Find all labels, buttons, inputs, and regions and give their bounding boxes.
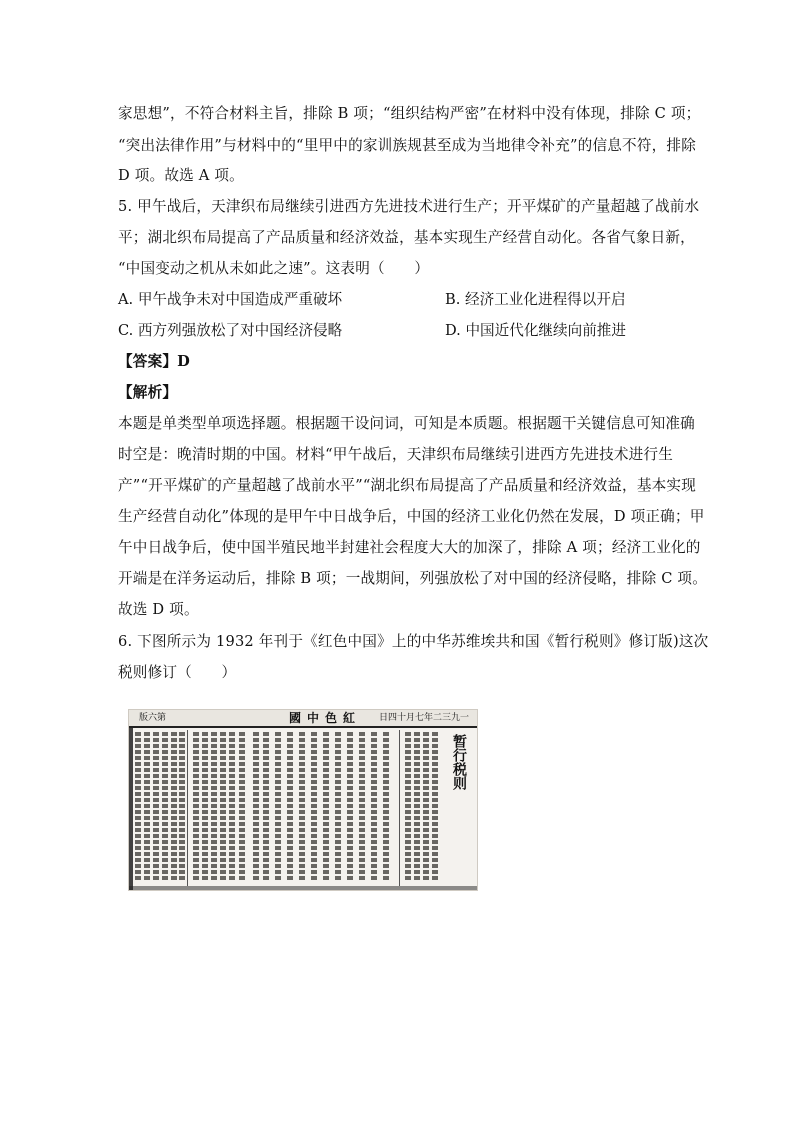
question-5-stem: 5. 甲午战后，天津织布局继续引进西方先进技术进行生产；开平煤矿的产量超越了战前水 (118, 198, 700, 215)
text-column (239, 732, 245, 882)
analysis-line: 故选 D 项。 (118, 601, 199, 618)
option-b: B. 经济工业化进程得以开启 (445, 291, 626, 308)
text-column (335, 732, 341, 882)
text-column (383, 732, 389, 882)
text-column (414, 732, 420, 882)
text-column (432, 732, 438, 882)
text-line: “突出法律作用”与材料中的“里甲中的家训族规甚至成为当地律令补充”的信息不符，排除 (118, 137, 697, 154)
option-d: D. 中国近代化继续向前推进 (445, 322, 626, 339)
text-line: D 项。故选 A 项。 (118, 167, 244, 184)
text-column (179, 732, 185, 882)
newspaper-masthead (129, 710, 477, 728)
text-column (193, 732, 199, 882)
analysis-line: 时空是：晚清时期的中国。材料“甲午战后，天津织布局继续引进西方先进技术进行生 (118, 446, 674, 463)
analysis-line: 生产经营自动化”体现的是甲午中日战争后，中国的经济工业化仍然在发展，D 项正确；甲 (118, 508, 705, 525)
question-5-stem: 平；湖北织布局提高了产品质量和经济效益，基本实现生产经营自动化。各省气象日新， (118, 229, 695, 246)
text-column (171, 732, 177, 882)
question-6-stem: 税则修订（ ） (118, 664, 237, 681)
text-column (311, 732, 317, 882)
text-column (323, 732, 329, 882)
text-column (371, 732, 377, 882)
option-a: A. 甲午战争未对中国造成严重破坏 (118, 291, 343, 308)
question-5-stem: “中国变动之机从未如此之速”。这表明（ ） (118, 260, 430, 277)
question-6-stem: 6. 下图所示为 1932 年刊于《红色中国》上的中华苏维埃共和国《暂行税则》修订版)这次 (118, 633, 709, 650)
scan-edge (129, 728, 133, 890)
text-column (263, 732, 269, 882)
text-column (153, 732, 159, 882)
column-rule (187, 730, 188, 886)
newspaper-image (128, 709, 478, 891)
text-column (144, 732, 150, 882)
text-column (405, 732, 411, 882)
article-title: 暂行税则 (451, 734, 467, 790)
text-column (162, 732, 168, 882)
newspaper-date: 日四十月七年二三九一 (378, 713, 469, 723)
option-c: C. 西方列强放松了对中国经济侵略 (118, 322, 343, 339)
text-column (347, 732, 353, 882)
scan-edge (129, 886, 477, 890)
text-column (220, 732, 226, 882)
text-column (135, 732, 141, 882)
text-column (299, 732, 305, 882)
analysis-title: 【解析】 (118, 384, 178, 401)
text-column (229, 732, 235, 882)
text-column (253, 732, 259, 882)
column-rule (399, 730, 400, 886)
answer-label: 【答案】D (118, 353, 191, 370)
text-column (423, 732, 429, 882)
text-column (202, 732, 208, 882)
analysis-line: 产”“开平煤矿的产量超越了战前水平”“湖北织布局提高了产品质量和经济效益，基本实现 (118, 477, 697, 494)
analysis-line: 午中日战争后，使中国半殖民地半封建社会程度大大的加深了，排除 A 项；经济工业化的 (118, 539, 701, 556)
text-column (359, 732, 365, 882)
text-line: 家思想”，不符合材料主旨，排除 B 项；“组织结构严密”在材料中没有体现，排除 C 项； (118, 105, 701, 122)
issue-label: 版六第 (139, 713, 167, 723)
newspaper-name: 國中色紅 (289, 711, 362, 725)
text-column (211, 732, 217, 882)
text-column (275, 732, 281, 882)
analysis-line: 开端是在洋务运动后，排除 B 项；一战期间，列强放松了对中国的经济侵略，排除 C 项。 (118, 570, 708, 587)
text-column (287, 732, 293, 882)
analysis-line: 本题是单类型单项选择题。根据题干设问词，可知是本质题。根据题干关键信息可知准确 (118, 415, 695, 432)
